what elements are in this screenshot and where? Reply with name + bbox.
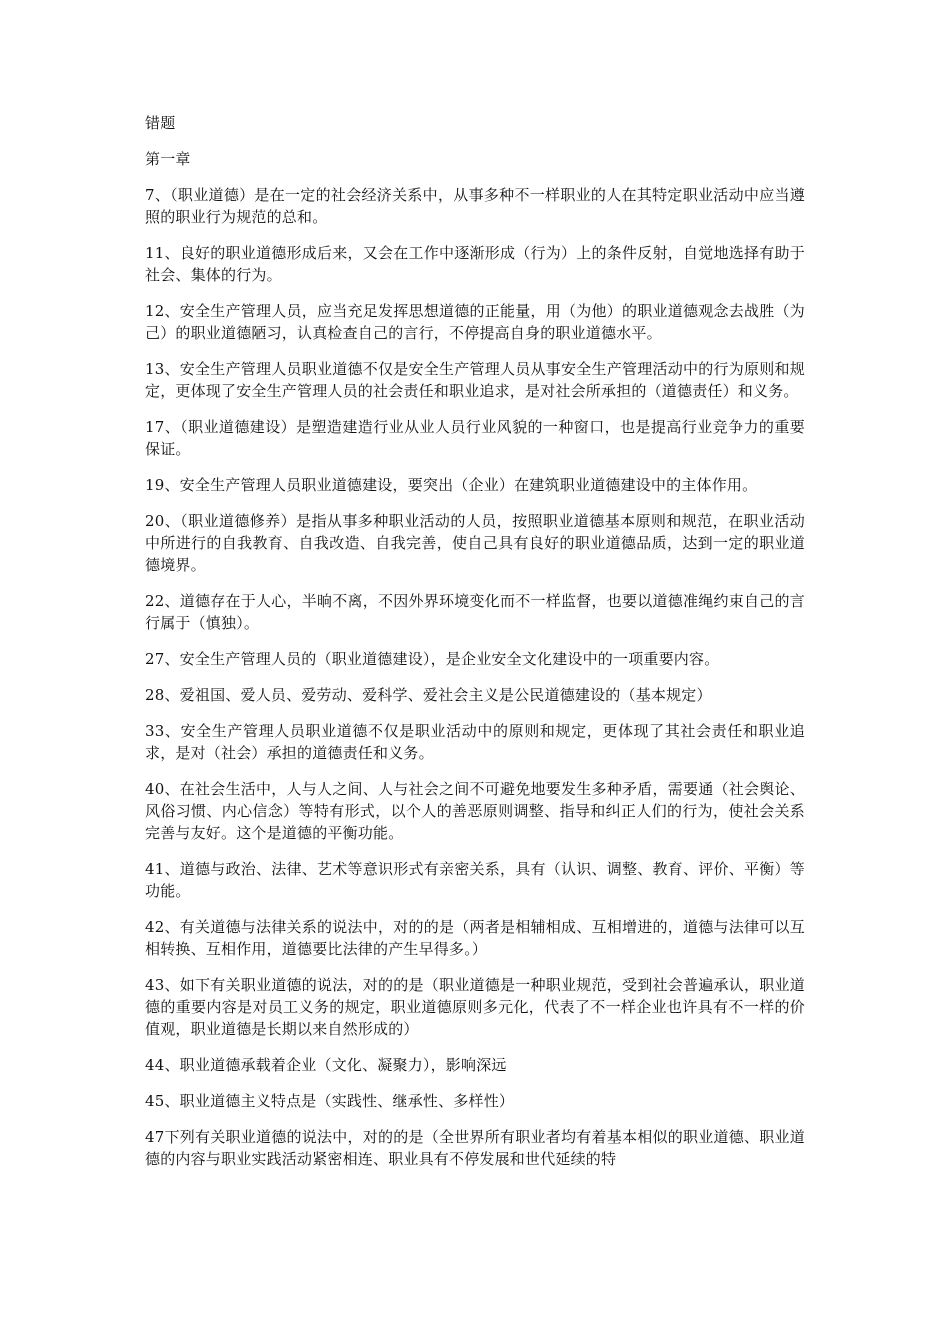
- question-item: 47下列有关职业道德的说法中，对的的是（全世界所有职业者均有着基本相似的职业道德、职业道德的内容与职业实践活动紧密相连、职业具有不停发展和世代延续的特: [145, 1128, 805, 1168]
- question-item: 44、职业道德承载着企业（文化、凝聚力），影响深远: [145, 1056, 507, 1074]
- question-item: 12、安全生产管理人员，应当充足发挥思想道德的正能量，用（为他）的职业道德观念去战胜（为己）的职业道德陋习，认真检查自己的言行，不停提高自身的职业道德水平。: [145, 302, 805, 342]
- question-item: 33、安全生产管理人员职业道德不仅是职业活动中的原则和规定，更体现了其社会责任和职业追求，是对（社会）承担的道德责任和义务。: [145, 722, 805, 762]
- question-item: 43、如下有关职业道德的说法，对的的是（职业道德是一种职业规范，受到社会普遍承认，职业道德的重要内容是对员工义务的规定，职业道德原则多元化，代表了不一样企业也许具有不一样的价值观，职业道德是长期以来自然形成的）: [145, 976, 805, 1038]
- question-item: 22、道德存在于人心，半晌不离，不因外界环境变化而不一样监督，也要以道德准绳约束自己的言行属于（慎独）。: [145, 592, 805, 632]
- question-item: 17、（职业道德建设）是塑造建造行业从业人员行业风貌的一种窗口，也是提高行业竞争力的重要保证。: [145, 418, 805, 458]
- chapter-heading: 第一章: [145, 150, 191, 168]
- question-item: 45、职业道德主义特点是（实践性、继承性、多样性）: [145, 1092, 515, 1110]
- question-item: 7、（职业道德）是在一定的社会经济关系中，从事多种不一样职业的人在其特定职业活动中应当遵照的职业行为规范的总和。: [145, 186, 805, 226]
- question-item: 11、良好的职业道德形成后来，又会在工作中逐渐形成（行为）上的条件反射，自觉地选择有助于社会、集体的行为。: [145, 244, 805, 284]
- question-item: 41、道德与政治、法律、艺术等意识形式有亲密关系，具有（认识、调整、教育、评价、平衡）等功能。: [145, 860, 805, 900]
- document-page: [145, 112, 805, 1184]
- question-item: 20、（职业道德修养）是指从事多种职业活动的人员，按照职业道德基本原则和规范，在职业活动中所进行的自我教育、自我改造、自我完善，使自己具有良好的职业道德品质，达到一定的职业道德境界。: [145, 512, 805, 574]
- question-item: 42、有关道德与法律关系的说法中，对的的是（两者是相辅相成、互相增进的，道德与法律可以互相转换、互相作用，道德要比法律的产生早得多。）: [145, 918, 805, 958]
- document-title: 错题: [145, 114, 176, 132]
- question-item: 19、安全生产管理人员职业道德建设，要突出（企业）在建筑职业道德建设中的主体作用。: [145, 476, 758, 494]
- question-list: [145, 184, 805, 1170]
- question-item: 27、安全生产管理人员的（职业道德建设），是企业安全文化建设中的一项重要内容。: [145, 650, 720, 668]
- question-item: 13、安全生产管理人员职业道德不仅是安全生产管理人员从事安全生产管理活动中的行为原则和规定，更体现了安全生产管理人员的社会责任和职业追求，是对社会所承担的（道德责任）和义务。: [145, 360, 805, 400]
- question-item: 40、在社会生活中，人与人之间、人与社会之间不可避免地要发生多种矛盾，需要通（社会舆论、风俗习惯、内心信念）等特有形式，以个人的善恶原则调整、指导和纠正人们的行为，使社会关系完善与友好。这个是道德的平衡功能。: [145, 780, 805, 842]
- question-item: 28、爱祖国、爱人员、爱劳动、爱科学、爱社会主义是公民道德建设的（基本规定）: [145, 686, 712, 704]
